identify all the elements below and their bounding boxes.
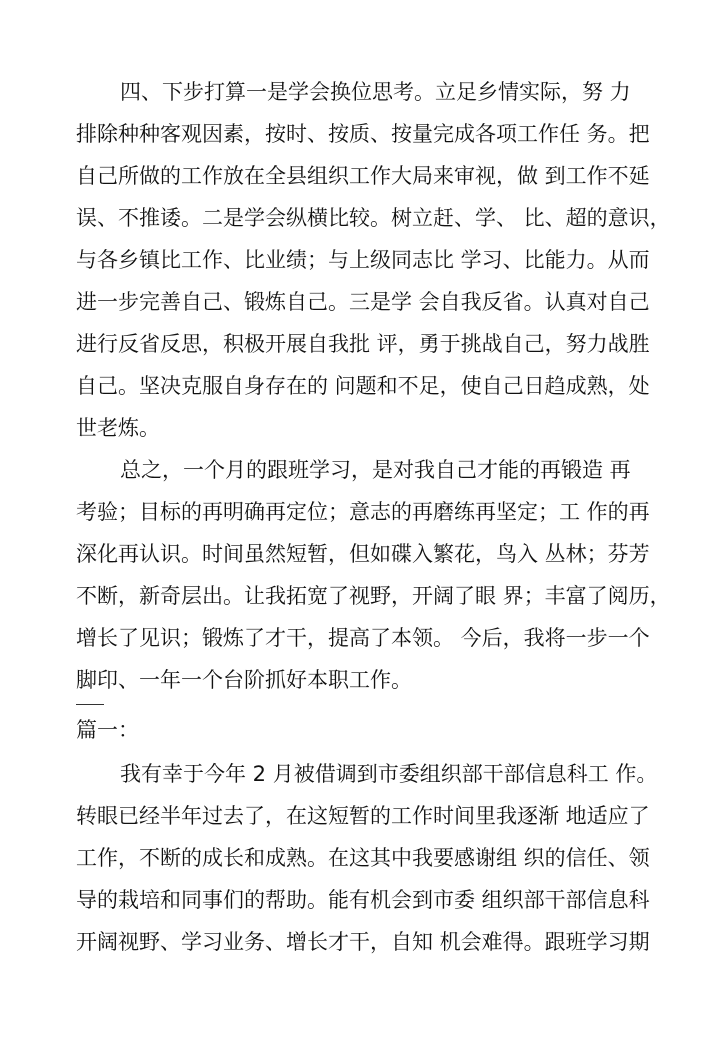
heading-mark: [76, 704, 104, 708]
paragraph-line: 进一步完善自己、锻炼自己。三是学 会自我反省。认真对自己: [76, 290, 650, 314]
paragraph-line: 工作，不断的成长和成熟。在这其中我要感谢组 织的信任、领: [76, 846, 650, 870]
paragraph-line: 我有幸于今年 2 月被借调到市委组织部干部信息科工 作。: [120, 762, 658, 786]
paragraph-line: 考验；目标的再明确再定位；意志的再磨练再坚定；工 作的再: [76, 500, 650, 524]
paragraph-line: 增长了见识；锻炼了才干，提高了本领。 今后，我将一步一个: [76, 626, 650, 650]
paragraph-line: 自己。坚决克服自身存在的 问题和不足，使自己日趋成熟，处: [76, 374, 650, 398]
paragraph-line: 排除种种客观因素，按时、按质、按量完成各项工作任 务。把: [76, 122, 650, 146]
paragraph-line: 开阔视野、学习业务、增长才干，自知 机会难得。跟班学习期: [76, 930, 650, 954]
paragraph-line: 与各乡镇比工作、比业绩；与上级同志比 学习、比能力。从而: [76, 248, 650, 272]
paragraph-line: 进行反省反思，积极开展自我批 评，勇于挑战自己，努力战胜: [76, 332, 650, 356]
paragraph-line: 世老炼。: [76, 416, 160, 440]
section-heading: 篇一：: [76, 718, 139, 742]
paragraph-line: 总之，一个月的跟班学习，是对我自己才能的再锻造 再: [120, 458, 631, 482]
paragraph-line: 脚印、一年一个台阶抓好本职工作。: [76, 668, 412, 692]
paragraph-line: 四、下步打算一是学会换位思考。立足乡情实际，努 力: [120, 80, 631, 104]
paragraph-line: 转眼已经半年过去了，在这短暂的工作时间里我逐渐 地适应了: [76, 804, 650, 828]
paragraph-line: 不断，新奇层出。让我拓宽了视野，开阔了眼 界；丰富了阅历，: [76, 584, 671, 608]
paragraph-line: 导的栽培和同事们的帮助。能有机会到市委 组织部干部信息科: [76, 888, 650, 912]
paragraph-line: 误、不推诿。二是学会纵横比较。树立赶、学、 比、超的意识，: [76, 206, 671, 230]
paragraph-line: 深化再认识。时间虽然短暂，但如碟入繁花，鸟入 丛林；芬芳: [76, 542, 650, 566]
paragraph-line: 自己所做的工作放在全县组织工作大局来审视，做 到工作不延: [76, 164, 650, 188]
